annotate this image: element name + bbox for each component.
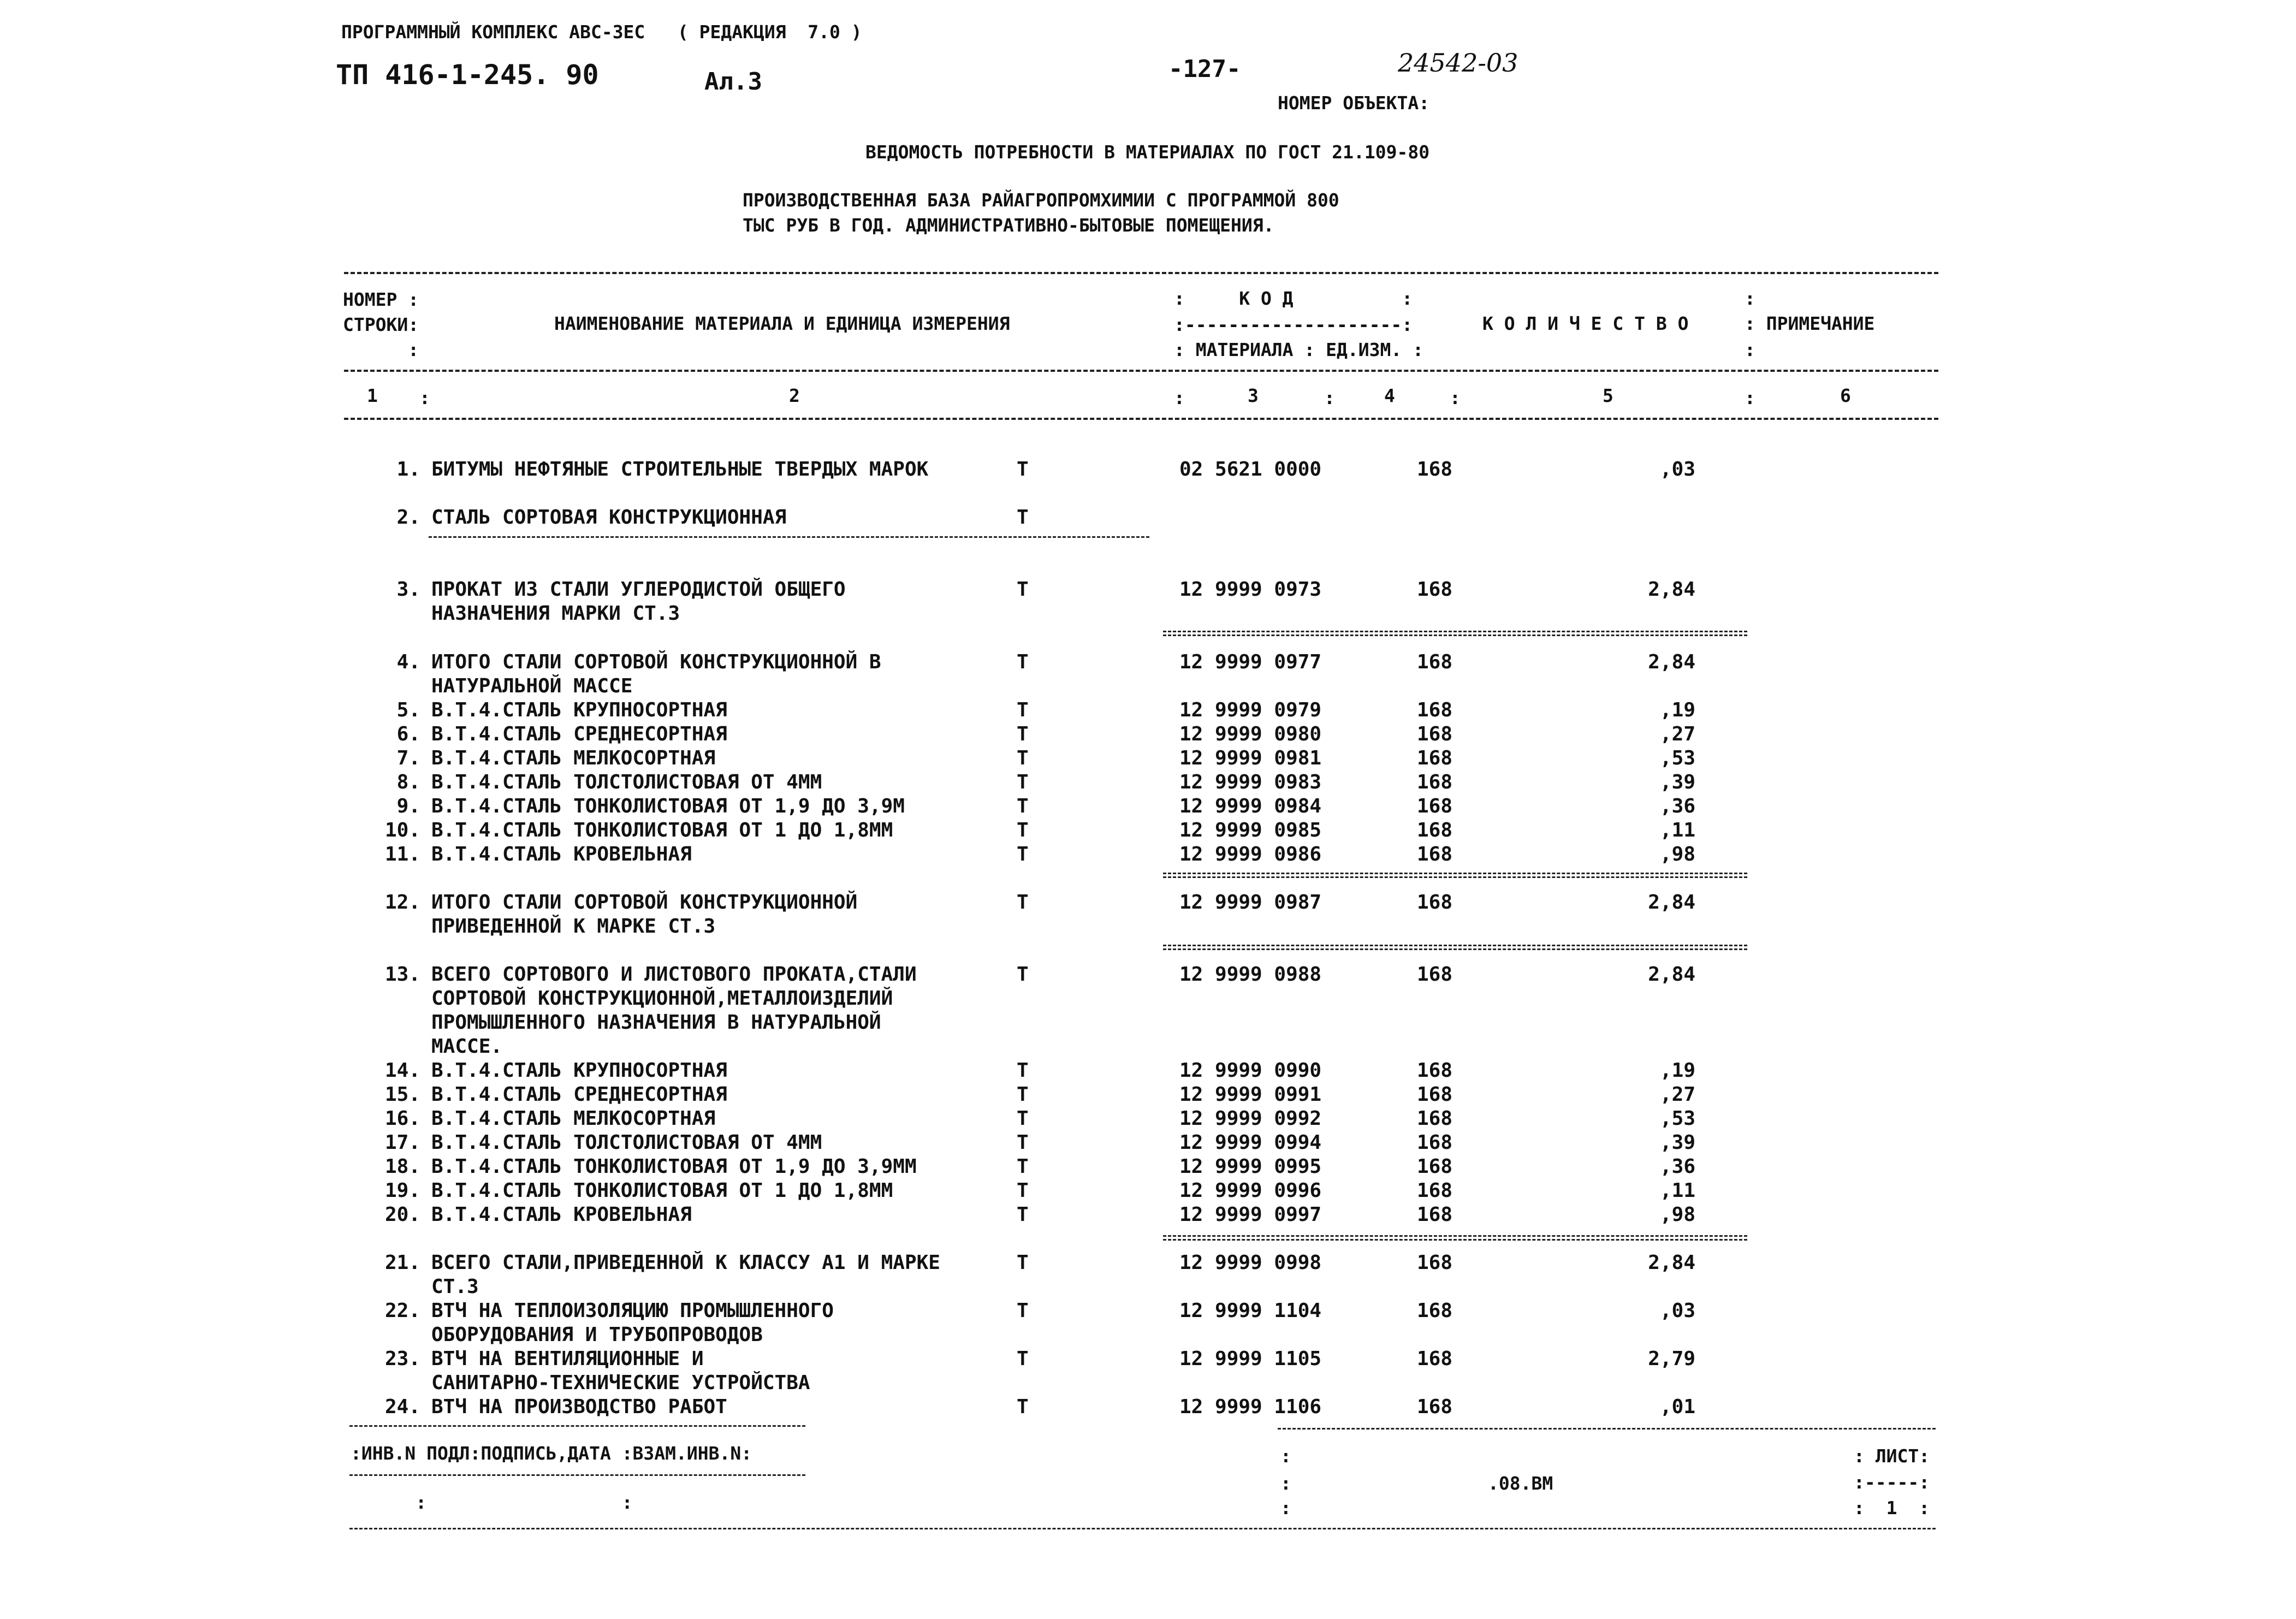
material-name: В.Т.4.СТАЛЬ ТОНКОЛИСТОВАЯ ОТ 1 ДО 1,8ММ [431,1179,893,1202]
material-code: 12 9999 0973 [1179,578,1322,601]
row-number: 3. [396,578,420,601]
footer-stamp-rule-top [349,1425,805,1427]
material-name: ПРОМЫШЛЕННОГО НАЗНАЧЕНИЯ В НАТУРАЛЬНОЙ [431,1011,881,1034]
row-number: 16. [384,1107,420,1130]
footer-center-code: .08.ВМ [1488,1473,1553,1494]
material-code: 12 9999 0981 [1179,747,1322,769]
row-number: 7. [396,747,420,769]
unit-of-measure: Т [1017,963,1029,986]
hdr-rowno-2: СТРОКИ: [343,314,419,335]
document-subtitle-2: ТЫС РУБ В ГОД. АДМИНИСТРАТИВНО-БЫТОВЫЕ ПОМЕЩЕНИЯ. [743,215,1274,236]
footer-bottom-rule [349,1528,1936,1529]
unit-of-measure: Т [1017,699,1029,721]
row-number: 22. [384,1300,420,1322]
page-number: -127- [1168,55,1241,83]
row-number: 8. [396,771,420,793]
material-code: 12 9999 0998 [1179,1252,1322,1274]
material-code: 12 9999 0997 [1179,1203,1322,1226]
material-code: 12 9999 0990 [1179,1059,1322,1082]
unit-code: 168 [1417,963,1453,986]
material-name: В.Т.4.СТАЛЬ ТОНКОЛИСТОВАЯ ОТ 1 ДО 1,8ММ [431,819,893,841]
colnum-sep-2: : [1174,387,1185,408]
material-name: В.Т.4.СТАЛЬ КРУПНОСОРТНАЯ [431,1059,727,1082]
quantity-value: ,36 [1659,1155,1695,1178]
row-number: 20. [384,1203,420,1226]
unit-code: 168 [1417,699,1453,721]
quantity-value: ,53 [1659,1107,1695,1130]
unit-of-measure: Т [1017,1203,1029,1226]
unit-code: 168 [1417,1155,1453,1178]
software-title: ПРОГРАММНЫЙ КОМПЛЕКС АВС-3ЕС ( РЕДАКЦИЯ 7.0 ) [341,21,862,43]
hdr-code-top: : К О Д : [1174,288,1413,309]
row-number: 23. [384,1348,420,1370]
row-number: 14. [384,1059,420,1082]
material-name: ПРОКАТ ИЗ СТАЛИ УГЛЕРОДИСТОЙ ОБЩЕГО [431,578,846,601]
unit-of-measure: Т [1017,1179,1029,1202]
quantity-value: ,19 [1659,699,1695,721]
material-name: СТАЛЬ СОРТОВАЯ КОНСТРУКЦИОННАЯ [431,506,787,529]
rule-after-row-2 [429,536,1149,538]
hdr-note: : ПРИМЕЧАНИЕ [1745,313,1875,334]
hdr-code-bottom: : МАТЕРИАЛА : ЕД.ИЗМ. : [1174,339,1423,360]
row-number: 24. [384,1396,420,1418]
unit-of-measure: Т [1017,1252,1029,1274]
material-code: 12 9999 0979 [1179,699,1322,721]
unit-code: 168 [1417,1252,1453,1274]
hdr-material-name: НАИМЕНОВАНИЕ МАТЕРИАЛА И ЕДИНИЦА ИЗМЕРЕНИЯ [554,313,1010,334]
row-number: 19. [384,1179,420,1202]
unit-code: 168 [1417,843,1453,865]
row-number: 15. [384,1083,420,1106]
material-name: ВТЧ НА ПРОИЗВОДСТВО РАБОТ [431,1396,727,1418]
footer-stamp-rule-mid [349,1474,805,1476]
row-number: 21. [384,1252,420,1274]
material-code: 12 9999 0987 [1179,891,1322,914]
unit-of-measure: Т [1017,891,1029,914]
object-number-label: НОМЕР ОБЪЕКТА: [1278,92,1430,114]
document-subtitle-1: ПРОИЗВОДСТВЕННАЯ БАЗА РАЙАГРОПРОМХИМИИ С ПРОГРАММОЙ 800 [743,189,1339,211]
double-rule-2 [1163,873,1747,874]
unit-of-measure: Т [1017,747,1029,769]
unit-of-measure: Т [1017,771,1029,793]
sheet-number: : 1 : [1854,1497,1930,1519]
material-code: 12 9999 0991 [1179,1083,1322,1106]
material-name: СТ.3 [431,1276,479,1298]
document-title: ВЕДОМОСТЬ ПОТРЕБНОСТИ В МАТЕРИАЛАХ ПО ГОСТ 21.109-80 [865,141,1430,163]
stamp-cells: : : [351,1492,633,1513]
unit-code: 168 [1417,578,1453,601]
material-code: 12 9999 0983 [1179,771,1322,793]
hdr-note-top: : [1745,288,1755,309]
material-code: 12 9999 0988 [1179,963,1322,986]
row-number: 18. [384,1155,420,1178]
unit-of-measure: Т [1017,1300,1029,1322]
quantity-value: ,01 [1659,1396,1695,1418]
unit-of-measure: Т [1017,1396,1029,1418]
material-code: 02 5621 0000 [1179,458,1322,481]
material-code: 12 9999 0977 [1179,651,1322,673]
quantity-value: ,98 [1659,843,1695,865]
material-code: 12 9999 0994 [1179,1131,1322,1154]
row-number: 9. [396,795,420,817]
material-name: В.Т.4.СТАЛЬ ТОНКОЛИСТОВАЯ ОТ 1,9 ДО 3,9М [431,795,905,817]
quantity-value: 2,79 [1648,1348,1695,1370]
unit-of-measure: Т [1017,458,1029,481]
unit-code: 168 [1417,651,1453,673]
unit-code: 168 [1417,1203,1453,1226]
quantity-value: 2,84 [1648,963,1695,986]
hdr-rowno-3: : [343,339,419,360]
unit-of-measure: Т [1017,1107,1029,1130]
footer-right-rule-top [1278,1428,1936,1430]
unit-code: 168 [1417,458,1453,481]
quantity-value: ,19 [1659,1059,1695,1082]
quantity-value: ,36 [1659,795,1695,817]
quantity-value: 2,84 [1648,1252,1695,1274]
unit-code: 168 [1417,1083,1453,1106]
material-name: ПРИВЕДЕННОЙ К МАРКЕ СТ.3 [431,915,716,938]
unit-code: 168 [1417,747,1453,769]
quantity-value: ,39 [1659,771,1695,793]
material-name: В.Т.4.СТАЛЬ СРЕДНЕСОРТНАЯ [431,723,727,745]
colnum-sep-4: : [1450,387,1461,408]
hdr-code-mid: :--------------------: [1174,314,1413,335]
unit-code: 168 [1417,1300,1453,1322]
stamp-labels: :ИНВ.N ПОДЛ:ПОДПИСЬ,ДАТА :ВЗАМ.ИНВ.N: [351,1443,752,1464]
row-number: 17. [384,1131,420,1154]
quantity-value: ,39 [1659,1131,1695,1154]
quantity-value: 2,84 [1648,578,1695,601]
row-number: 11. [384,843,420,865]
row-number: 12. [384,891,420,914]
unit-code: 168 [1417,771,1453,793]
material-code: 12 9999 1104 [1179,1300,1322,1322]
unit-of-measure: Т [1017,578,1029,601]
material-name: НАТУРАЛЬНОЙ МАССЕ [431,675,633,697]
quantity-value: ,03 [1659,1300,1695,1322]
sheet-label: : ЛИСТ: [1854,1445,1930,1467]
material-name: В.Т.4.СТАЛЬ ТОНКОЛИСТОВАЯ ОТ 1,9 ДО 3,9ММ [431,1155,917,1178]
footer-colon-1: : [1280,1445,1291,1467]
unit-code: 168 [1417,1059,1453,1082]
unit-of-measure: Т [1017,1059,1029,1082]
material-name: ИТОГО СТАЛИ СОРТОВОЙ КОНСТРУКЦИОННОЙ В [431,651,881,673]
colnum-sep-5: : [1745,387,1755,408]
material-name: В.Т.4.СТАЛЬ МЕЛКОСОРТНАЯ [431,747,716,769]
unit-of-measure: Т [1017,1155,1029,1178]
quantity-value: ,11 [1659,1179,1695,1202]
material-code: 12 9999 0984 [1179,795,1322,817]
unit-code: 168 [1417,1179,1453,1202]
material-code: 12 9999 1105 [1179,1348,1322,1370]
material-code: 12 9999 0992 [1179,1107,1322,1130]
unit-of-measure: Т [1017,1083,1029,1106]
material-code: 12 9999 0996 [1179,1179,1322,1202]
header-bottom-rule [344,418,1938,420]
colnum-sep-1: : [419,387,430,408]
material-code: 12 9999 0995 [1179,1155,1322,1178]
unit-code: 168 [1417,1107,1453,1130]
unit-code: 168 [1417,795,1453,817]
unit-code: 168 [1417,723,1453,745]
colnum-sep-3: : [1324,387,1335,408]
quantity-value: 2,84 [1648,651,1695,673]
quantity-value: ,11 [1659,819,1695,841]
material-code: 12 9999 0986 [1179,843,1322,865]
album-number: Ал.3 [704,68,762,96]
colnum-1: 1 [367,385,378,406]
material-code: 12 9999 0985 [1179,819,1322,841]
unit-of-measure: Т [1017,819,1029,841]
row-number: 10. [384,819,420,841]
header-mid-rule [344,370,1938,372]
unit-of-measure: Т [1017,795,1029,817]
double-rule-1 [1163,631,1747,632]
material-code: 12 9999 0980 [1179,723,1322,745]
quantity-value: ,98 [1659,1203,1695,1226]
unit-of-measure: Т [1017,651,1029,673]
unit-code: 168 [1417,1348,1453,1370]
material-name: САНИТАРНО-ТЕХНИЧЕСКИЕ УСТРОЙСТВА [431,1372,810,1394]
unit-of-measure: Т [1017,1348,1029,1370]
material-name: ВСЕГО СОРТОВОГО И ЛИСТОВОГО ПРОКАТА,СТАЛИ [431,963,917,986]
material-name: В.Т.4.СТАЛЬ КРУПНОСОРТНАЯ [431,699,727,721]
colnum-4: 4 [1384,385,1395,406]
sheet-separator: :-----: [1854,1472,1930,1493]
colnum-6: 6 [1840,385,1851,406]
material-name: НАЗНАЧЕНИЯ МАРКИ СТ.3 [431,602,680,625]
double-rule-4 [1163,1235,1747,1237]
material-name: В.Т.4.СТАЛЬ СРЕДНЕСОРТНАЯ [431,1083,727,1106]
material-name: ВТЧ НА ВЕНТИЛЯЦИОННЫЕ И [431,1348,704,1370]
colnum-3: 3 [1248,385,1259,406]
unit-code: 168 [1417,819,1453,841]
project-number: ТП 416-1-245. 90 [336,59,599,91]
row-number: 2. [396,506,420,529]
hdr-rowno-1: НОМЕР : [343,289,419,310]
material-code: 12 9999 1106 [1179,1396,1322,1418]
colnum-5: 5 [1603,385,1613,406]
quantity-value: ,27 [1659,1083,1695,1106]
row-number: 6. [396,723,420,745]
material-name: В.Т.4.СТАЛЬ КРОВЕЛЬНАЯ [431,1203,692,1226]
material-name: МАССЕ. [431,1035,503,1058]
quantity-value: ,03 [1659,458,1695,481]
unit-code: 168 [1417,891,1453,914]
unit-code: 168 [1417,1396,1453,1418]
quantity-value: 2,84 [1648,891,1695,914]
material-name: ВСЕГО СТАЛИ,ПРИВЕДЕННОЙ К КЛАССУ А1 И МАРКЕ [431,1252,940,1274]
row-number: 5. [396,699,420,721]
row-number: 13. [384,963,420,986]
unit-of-measure: Т [1017,843,1029,865]
unit-of-measure: Т [1017,1131,1029,1154]
quantity-value: ,53 [1659,747,1695,769]
row-number: 1. [396,458,420,481]
footer-colon-3: : [1280,1497,1291,1519]
material-name: В.Т.4.СТАЛЬ КРОВЕЛЬНАЯ [431,843,692,865]
material-name: В.Т.4.СТАЛЬ ТОЛСТОЛИСТОВАЯ ОТ 4ММ [431,771,822,793]
material-name: ИТОГО СТАЛИ СОРТОВОЙ КОНСТРУКЦИОННОЙ [431,891,858,914]
colnum-2: 2 [789,385,800,406]
double-rule-3 [1163,945,1747,946]
material-name: ВТЧ НА ТЕПЛОИЗОЛЯЦИЮ ПРОМЫШЛЕННОГО [431,1300,834,1322]
footer-colon-2: : [1280,1473,1291,1494]
handwritten-code: 24542-03 [1398,48,1518,78]
unit-code: 168 [1417,1131,1453,1154]
row-number: 4. [396,651,420,673]
quantity-value: ,27 [1659,723,1695,745]
material-name: ОБОРУДОВАНИЯ И ТРУБОПРОВОДОВ [431,1324,763,1346]
material-name: В.Т.4.СТАЛЬ ТОЛСТОЛИСТОВАЯ ОТ 4ММ [431,1131,822,1154]
material-name: В.Т.4.СТАЛЬ МЕЛКОСОРТНАЯ [431,1107,716,1130]
header-top-rule [344,272,1938,274]
material-name: БИТУМЫ НЕФТЯНЫЕ СТРОИТЕЛЬНЫЕ ТВЕРДЫХ МАРОК [431,458,929,481]
hdr-note-bottom: : [1745,339,1755,360]
material-name: СОРТОВОЙ КОНСТРУКЦИОННОЙ,МЕТАЛЛОИЗДЕЛИЙ [431,987,893,1010]
unit-of-measure: Т [1017,506,1029,529]
unit-of-measure: Т [1017,723,1029,745]
hdr-quantity: К О Л И Ч Е С Т В О [1482,313,1689,334]
